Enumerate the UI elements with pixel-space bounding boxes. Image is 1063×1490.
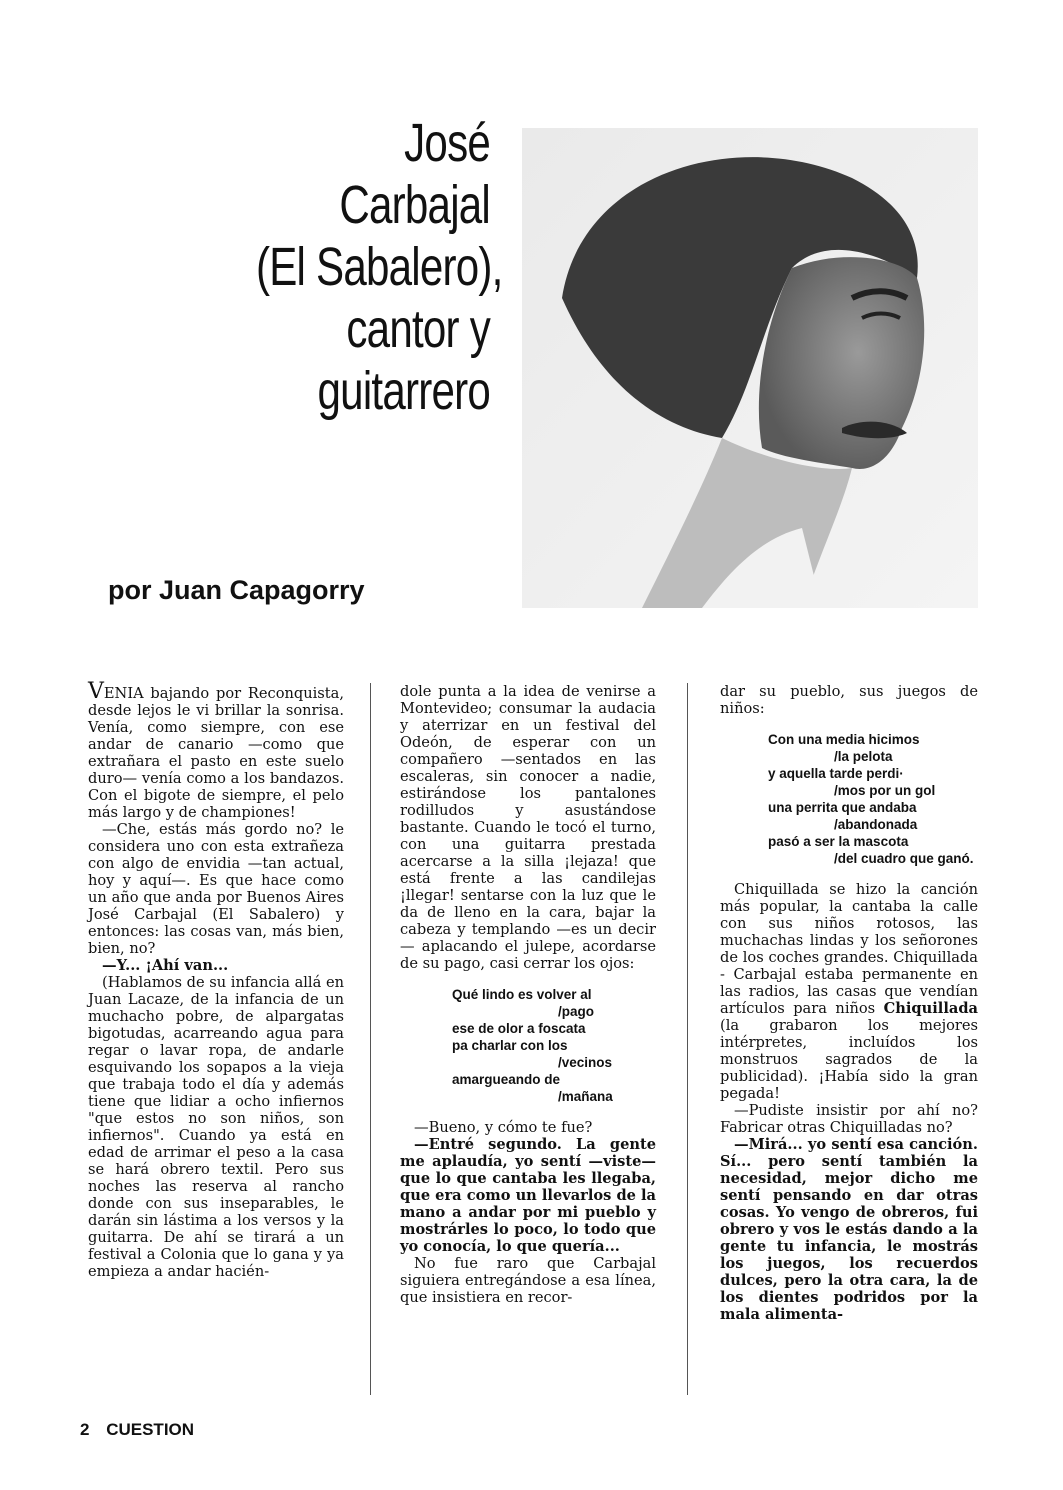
verse-line: /la pelota: [834, 749, 893, 764]
verse-line: /del cuadro que ganó.: [834, 851, 974, 866]
title-line: guitarrero: [317, 361, 490, 421]
paragraph: —Entré segundo. La gente me aplaudía, yo sentí —viste— que lo que cantaba les llegaba, que era como un llevarlos de la mano a andar por mi pueblo y mostrárles lo poco, lo todo que yo conocía, lo que quería...: [400, 1136, 657, 1255]
paragraph: —Che, estás más gordo no? le considera uno con esta extrañeza con algo de envidia —tan actual, hoy y aquí—. Es que hace como un año que anda por Buenos Aires José Carbajal (El Sabalero) y entonces: las cosas van, más bien, bien, no?: [88, 821, 344, 957]
verse-line: amargueando de: [452, 1072, 561, 1087]
paragraph: —Bueno, y cómo te fue?: [414, 1119, 593, 1136]
article-column-3: [720, 683, 978, 1323]
title-line: José: [404, 113, 490, 173]
verse-line: pa charlar con los: [452, 1038, 568, 1053]
song-verse: [400, 986, 656, 1105]
paragraph: [720, 881, 978, 1102]
article-column-1: [88, 679, 344, 1280]
title-line: Carbajal: [339, 175, 490, 235]
song-verse: [720, 731, 978, 867]
column-divider: [687, 683, 688, 1395]
paragraph: —Pudiste insistir por ahí no? Fabricar otras Chiquilladas no?: [720, 1102, 978, 1136]
page-number: 2: [80, 1420, 90, 1439]
paragraph: (Hablamos de su infancia allá en Juan Lacaze, de la infancia de un muchacho pobre, de alpargatas bigotudas, acarreando agua para regar o lavar ropa, de andarle esquivando los sopapos a la vieja que trabaja todo el día y además tiene que lidiar a ocho infiernos "que estos no son niños, son infiernos". Cuando ya está en edad de arrimar el peso a la casa se hará obrero textil. Pero sus noches las reserva al rancho donde con sus inseparables, le darán sin lástima a los versos y la guitarra. De ahí se tirará a un festival a Colonia que lo gana y ya empieza a andar hacién-: [88, 974, 344, 1280]
verse-line: ese de olor a foscata: [452, 1021, 586, 1036]
paragraph-text: Chiquillada se hizo la canción más popular, la cantaba la calle con sus niños rotosos, las muchachas lindas y los señorones de los coches grandes. Chiquillada - Carbajal estaba permanente en las radios, las casas que vendían artículos para niños: [720, 881, 978, 1017]
portrait-photo: [522, 128, 978, 608]
verse-line: /abandonada: [834, 817, 918, 832]
paragraph: —Mirá... yo sentí esa canción. Sí... pero sentí también la necesidad, mejor dicho me sentí pensando en dar otras cosas. Yo vengo de obreros, fui obrero y vos le estás dando a la gente tu infancia, le mostrás los juegos, los recuerdos dulces, pero la otra cara, la de los dientes podridos por la mala alimenta-: [720, 1136, 978, 1323]
paragraph: [88, 679, 344, 821]
paragraph: dar su pueblo, sus juegos de niños:: [720, 683, 978, 717]
paragraph-text: (la grabaron los mejores intérpretes, incluídos los monstruos sagrados de la publicidad). ¡Había sido la gran pegada!: [720, 1017, 978, 1102]
article-column-2: [400, 683, 656, 1306]
verse-line: /mañana: [558, 1089, 613, 1104]
verse-line: una perrita que andaba: [768, 800, 917, 815]
verse-line: y aquella tarde perdi·: [768, 766, 904, 781]
author-byline: por Juan Capagorry: [108, 575, 365, 605]
page-footer: [80, 1420, 194, 1440]
title-line: cantor y: [346, 299, 490, 359]
paragraph: No fue raro que Carbajal siguiera entregándose a esa línea, que insistiera en recor-: [400, 1255, 656, 1306]
verse-line: Qué lindo es volver al: [452, 987, 592, 1002]
paragraph: —Y... ¡Ahí van...: [102, 957, 229, 974]
paragraph-text: ENIA bajando por Reconquista, desde lejos le vi brillar la sonrisa. Venía, como siempre, con ese andar de canario —como que extrañara el pasto en este suelo duro— venía como a los bandazos. Con el bigote de siempre, el pelo más largo y de championes!: [88, 685, 344, 821]
paragraph: dole punta a la idea de venirse a Montevideo; consumar la audacia y aterrizar en un festival del Odeón, de esperar con un compañero —sentados en las escaleras, sin conocer a nadie, estirándose los pantalones rodilludos y asustándose bastante. Cuando le tocó el turno, con una guitarra prestada acercarse a la silla ¡lejaza! que está frente a las candilejas ¡llegar! sentarse con la luz que le da de lleno en la cara, bajar la cabeza y templando —es un decir— aplacando el julepe, acordarse de su pago, casi cerrar los ojos:: [400, 683, 656, 972]
verse-line: pasó a ser la mascota: [768, 834, 909, 849]
verse-line: /vecinos: [558, 1055, 613, 1070]
column-divider: [370, 683, 371, 1395]
article-title: [256, 112, 503, 422]
magazine-name: CUESTION: [106, 1420, 195, 1439]
verse-line: Con una media hicimos: [768, 732, 920, 747]
drop-cap: V: [88, 679, 104, 704]
verse-line: /mos por un gol: [834, 783, 936, 798]
verse-line: /pago: [558, 1004, 594, 1019]
title-line: (El Sabalero),: [256, 237, 503, 297]
song-title: Chiquillada: [883, 1000, 978, 1017]
